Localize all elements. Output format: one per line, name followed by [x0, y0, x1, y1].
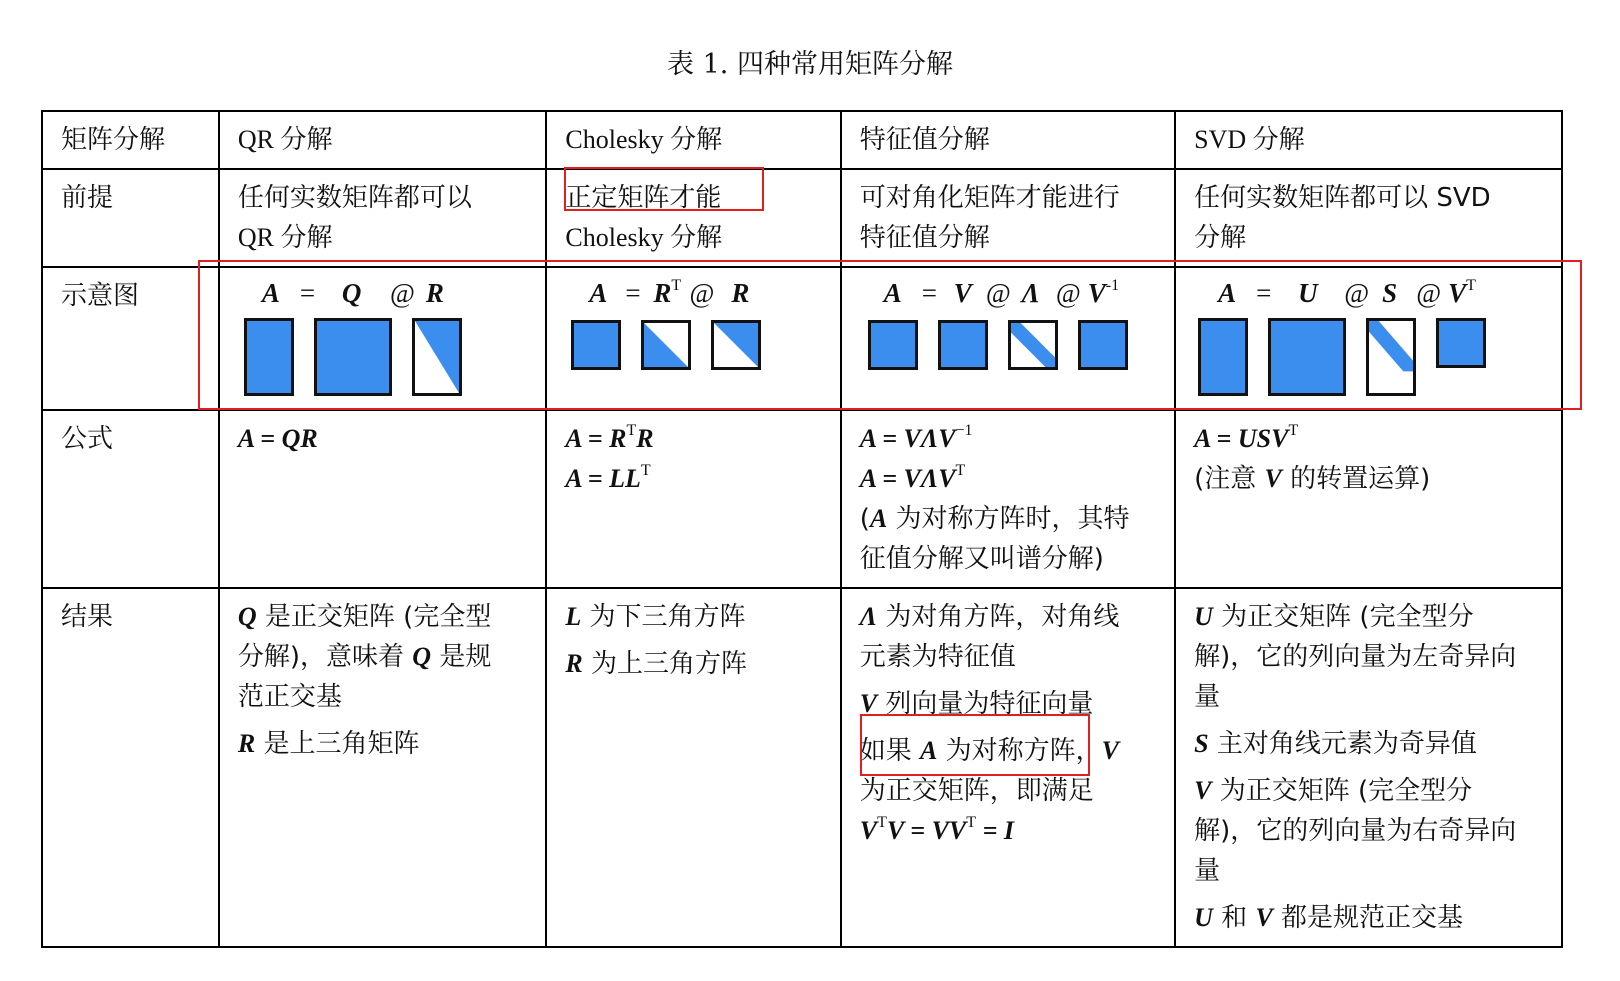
note-text: 的转置运算) — [1281, 464, 1431, 494]
formula-text: A = VΛV — [859, 424, 956, 453]
premise-qr-cell — [219, 169, 547, 267]
header-label-cell — [42, 111, 219, 169]
symbol: R — [237, 729, 256, 758]
premise-svd-cell — [1175, 169, 1562, 267]
formula-eig-note-1 — [860, 499, 1156, 539]
symbol: U — [1194, 602, 1213, 631]
result-text: 是上三角矩阵 — [255, 729, 420, 759]
result-eig-p3-line2: 为正交矩阵，即满足 — [859, 776, 1094, 806]
transpose-sup: T — [640, 462, 651, 479]
result-svd-p1 — [1194, 597, 1543, 637]
label-R: R — [653, 278, 672, 308]
inverse-sup: -1 — [1105, 277, 1120, 294]
label-V: V — [1448, 278, 1467, 308]
premise-eig-line2: 特征值分解 — [859, 223, 990, 253]
transpose-sup: T — [1288, 422, 1299, 439]
premise-cholesky-line1: 正定矩阵才能 — [565, 183, 722, 213]
formula-text: A = USV — [1194, 424, 1289, 453]
header-eig-cell — [841, 111, 1175, 169]
at-operator: @ — [1344, 278, 1369, 308]
premise-eig-cell — [841, 169, 1175, 267]
header-cholesky: Cholesky 分解 — [565, 125, 723, 154]
result-text: 是规 — [431, 642, 492, 672]
premise-svd-line2: 分解 — [1194, 223, 1247, 253]
result-qr-cell — [219, 588, 547, 947]
transpose-sup: T — [955, 462, 966, 479]
result-label: 结果 — [61, 602, 114, 632]
symbol: S — [1194, 729, 1209, 758]
header-row — [42, 111, 1562, 169]
diagram-label: 示意图 — [61, 281, 140, 311]
symbol: A — [920, 736, 938, 765]
highlight-box-positive-definite — [564, 167, 764, 211]
result-cholesky-cell — [546, 588, 840, 947]
note-symbol: V — [1264, 464, 1282, 493]
label-U: U — [1298, 278, 1318, 308]
result-text: 是正交矩阵 (完全型 — [256, 602, 492, 632]
premise-qr-line1: 任何实数矩阵都可以 — [237, 183, 472, 213]
highlight-box-symmetric — [860, 714, 1090, 776]
result-text: 主对角线元素为奇异值 — [1208, 729, 1477, 759]
premise-row — [42, 169, 1562, 267]
highlight-box-diagram-row — [198, 260, 1582, 410]
premise-label: 前提 — [61, 183, 114, 213]
transpose-sup: T — [966, 814, 977, 831]
formula-svd — [1194, 419, 1543, 459]
diagram-label-cell — [42, 267, 219, 410]
transpose-sup: T — [671, 277, 682, 294]
result-svd-p4 — [1194, 898, 1543, 938]
label-V: V — [953, 278, 972, 308]
result-svd-p3-line2: 解)，它的列向量为右奇异向 — [1194, 816, 1517, 846]
note-text: ( — [859, 504, 870, 534]
label-Lambda: Λ — [1021, 278, 1040, 308]
premise-eig-line1: 可对角化矩阵才能进行 — [859, 183, 1120, 213]
symbol: V — [859, 689, 878, 718]
label-R: R — [425, 278, 444, 308]
formula-text: = I — [976, 816, 1014, 845]
result-label-cell — [42, 588, 219, 947]
header-qr: QR 分解 — [237, 125, 333, 154]
symbol: V — [1101, 736, 1119, 765]
result-cholesky-p1 — [565, 597, 821, 637]
symbol: Q — [412, 642, 432, 671]
premise-label-cell — [42, 169, 219, 267]
formula-row — [42, 410, 1562, 588]
header-label: 矩阵分解 — [61, 125, 166, 155]
formula-qr-cell — [219, 410, 547, 588]
label-Q: Q — [341, 278, 362, 308]
header-svd-cell — [1175, 111, 1562, 169]
decomposition-table — [41, 110, 1563, 948]
label-R: R — [731, 278, 750, 308]
symbol: L — [565, 602, 582, 631]
label-V: V — [1087, 278, 1106, 308]
premise-qr-line2: QR 分解 — [237, 223, 333, 252]
formula-svd-note — [1194, 459, 1543, 499]
formula-qr: A = QR — [237, 424, 318, 453]
result-text: 为上三角方阵 — [582, 649, 747, 679]
result-svd-p1-line2: 解)，它的列向量为左奇异向 — [1194, 642, 1517, 672]
formula-eig-cell — [841, 410, 1175, 588]
result-svd-p3 — [1194, 771, 1543, 811]
formula-text: R — [636, 424, 654, 453]
result-eig-p1-line2: 元素为特征值 — [859, 642, 1016, 672]
result-eig-p3-formula — [860, 811, 1156, 851]
symbol: V — [1194, 776, 1212, 805]
symbol: U — [1194, 903, 1213, 932]
symbol: Q — [237, 602, 257, 631]
result-svd-p1-line3: 量 — [1194, 682, 1221, 712]
formula-eig-1 — [860, 419, 1156, 459]
premise-svd-line1: 任何实数矩阵都可以 SVD — [1194, 183, 1491, 213]
formula-cholesky-1 — [565, 419, 821, 459]
result-qr-p2 — [238, 724, 528, 764]
result-qr-p1-line3: 范正交基 — [237, 682, 342, 712]
result-text: 列向量为特征向量 — [877, 689, 1094, 719]
formula-text: V — [859, 816, 878, 845]
label-A: A — [1218, 278, 1237, 308]
equals-sign: = — [921, 278, 938, 308]
formula-text: A = R — [565, 424, 627, 453]
result-text: 为下三角方阵 — [581, 602, 746, 632]
label-A: A — [883, 278, 902, 308]
result-text: 为对称方阵， — [937, 736, 1102, 766]
formula-cholesky-2 — [565, 459, 821, 499]
header-eig: 特征值分解 — [859, 125, 990, 155]
label-S: S — [1382, 278, 1398, 308]
equals-sign: = — [1256, 278, 1272, 308]
at-operator: @ — [1416, 278, 1441, 308]
formula-label-cell — [42, 410, 219, 588]
transpose-sup: T — [1466, 277, 1476, 294]
result-svd-p3-line3: 量 — [1194, 856, 1221, 886]
label-A: A — [261, 278, 280, 308]
inverse-sup: −1 — [955, 422, 973, 439]
result-text: 为正交矩阵 (完全型分 — [1212, 602, 1474, 632]
note-text: (注意 — [1194, 464, 1265, 494]
result-text: 和 — [1212, 903, 1256, 933]
result-text: 都是规范正交基 — [1272, 903, 1464, 933]
result-svd-p2 — [1194, 724, 1543, 764]
formula-svd-cell — [1175, 410, 1562, 588]
symbol: R — [565, 649, 583, 678]
equals-sign: = — [299, 278, 316, 308]
equals-sign: = — [625, 278, 641, 308]
formula-eig-note-2: 征值分解又叫谱分解) — [859, 544, 1104, 574]
transpose-sup: T — [626, 422, 637, 439]
result-qr-p1 — [238, 597, 528, 637]
note-text: 为对称方阵时，其特 — [887, 504, 1130, 534]
symbol: V — [1255, 903, 1273, 932]
result-cholesky-p2 — [565, 644, 821, 684]
result-qr-p1-line2 — [238, 637, 528, 677]
header-qr-cell — [219, 111, 547, 169]
formula-cholesky-cell — [546, 410, 840, 588]
formula-eig-2 — [860, 459, 1156, 499]
result-eig-p1 — [860, 597, 1156, 637]
premise-cholesky-line2: Cholesky 分解 — [565, 223, 723, 252]
note-symbol: A — [869, 504, 888, 533]
label-A: A — [589, 278, 608, 308]
result-text: 如果 — [859, 736, 921, 766]
result-row — [42, 588, 1562, 947]
formula-text: V = VV — [886, 816, 967, 845]
transpose-sup: T — [877, 814, 887, 831]
result-svd-cell — [1175, 588, 1562, 947]
header-svd: SVD 分解 — [1194, 125, 1305, 154]
header-cholesky-cell — [546, 111, 840, 169]
at-operator: @ — [389, 278, 415, 308]
table-caption: 表 1. 四种常用矩阵分解 — [667, 49, 953, 80]
formula-text: A = VΛV — [859, 464, 956, 493]
at-operator: @ — [985, 278, 1011, 308]
at-operator: @ — [689, 278, 715, 308]
result-text: 为对角方阵，对角线 — [877, 602, 1120, 632]
formula-text: A = LL — [565, 464, 641, 493]
formula-label: 公式 — [61, 424, 114, 454]
result-text: 分解)，意味着 — [237, 642, 413, 672]
at-operator: @ — [1055, 278, 1081, 308]
result-text: 为正交矩阵 (完全型分 — [1211, 776, 1473, 806]
symbol: Λ — [859, 602, 878, 631]
